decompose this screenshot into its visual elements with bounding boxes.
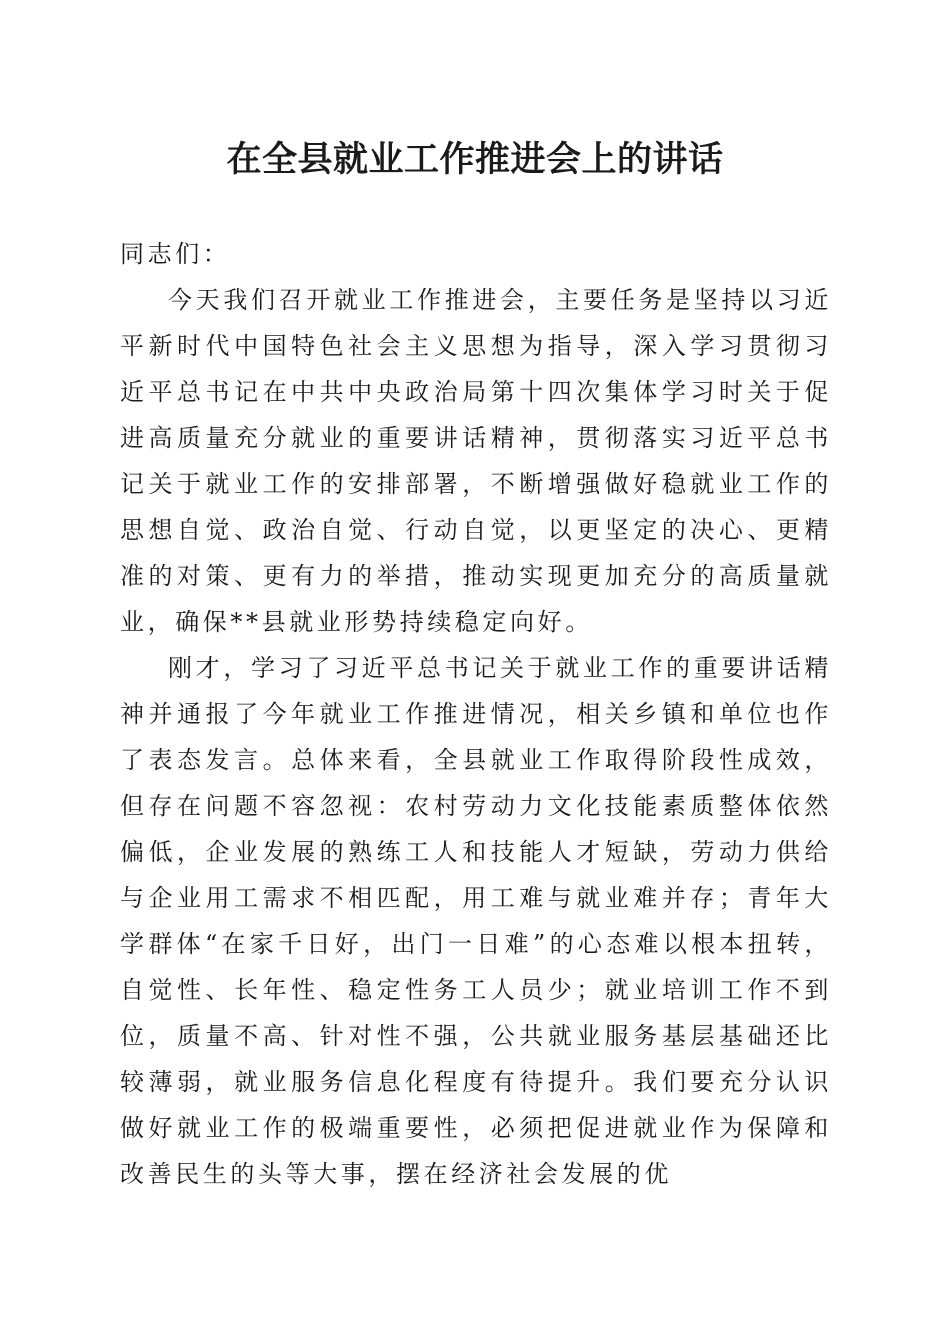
- paragraph-2: 刚才，学习了习近平总书记关于就业工作的重要讲话精神并通报了今年就业工作推进情况，相关乡镇和单位也作了表态发言。总体来看，全县就业工作取得阶段性成效，但存在问题不容忽视：农村劳动力文化技能素质整体依然偏低，企业发展的熟练工人和技能人才短缺，劳动力供给与企业用工需求不相匹配，用工难与就业难并存；青年大学群体“在家千日好，出门一日难”的心态难以根本扭转，自觉性、长年性、稳定性务工人员少；就业培训工作不到位，质量不高、针对性不强，公共就业服务基层基础还比较薄弱，就业服务信息化程度有待提升。我们要充分认识做好就业工作的极端重要性，必须把促进就业作为保障和改善民生的头等大事，摆在经济社会发展的优: [120, 654, 832, 1188]
- salutation: 同志们：: [120, 240, 231, 268]
- document-body: [120, 231, 832, 1197]
- document-title: 在全县就业工作推进会上的讲话: [226, 139, 724, 180]
- paragraph-1: 今天我们召开就业工作推进会，主要任务是坚持以习近平新时代中国特色社会主义思想为指导，深入学习贯彻习近平总书记在中共中央政治局第十四次集体学习时关于促进高质量充分就业的重要讲话精神，贯彻落实习近平总书记关于就业工作的安排部署，不断增强做好稳就业工作的思想自觉、政治自觉、行动自觉，以更坚定的决心、更精准的对策、更有力的举措，推动实现更加充分的高质量就业，确保**县就业形势持续稳定向好。: [120, 286, 832, 636]
